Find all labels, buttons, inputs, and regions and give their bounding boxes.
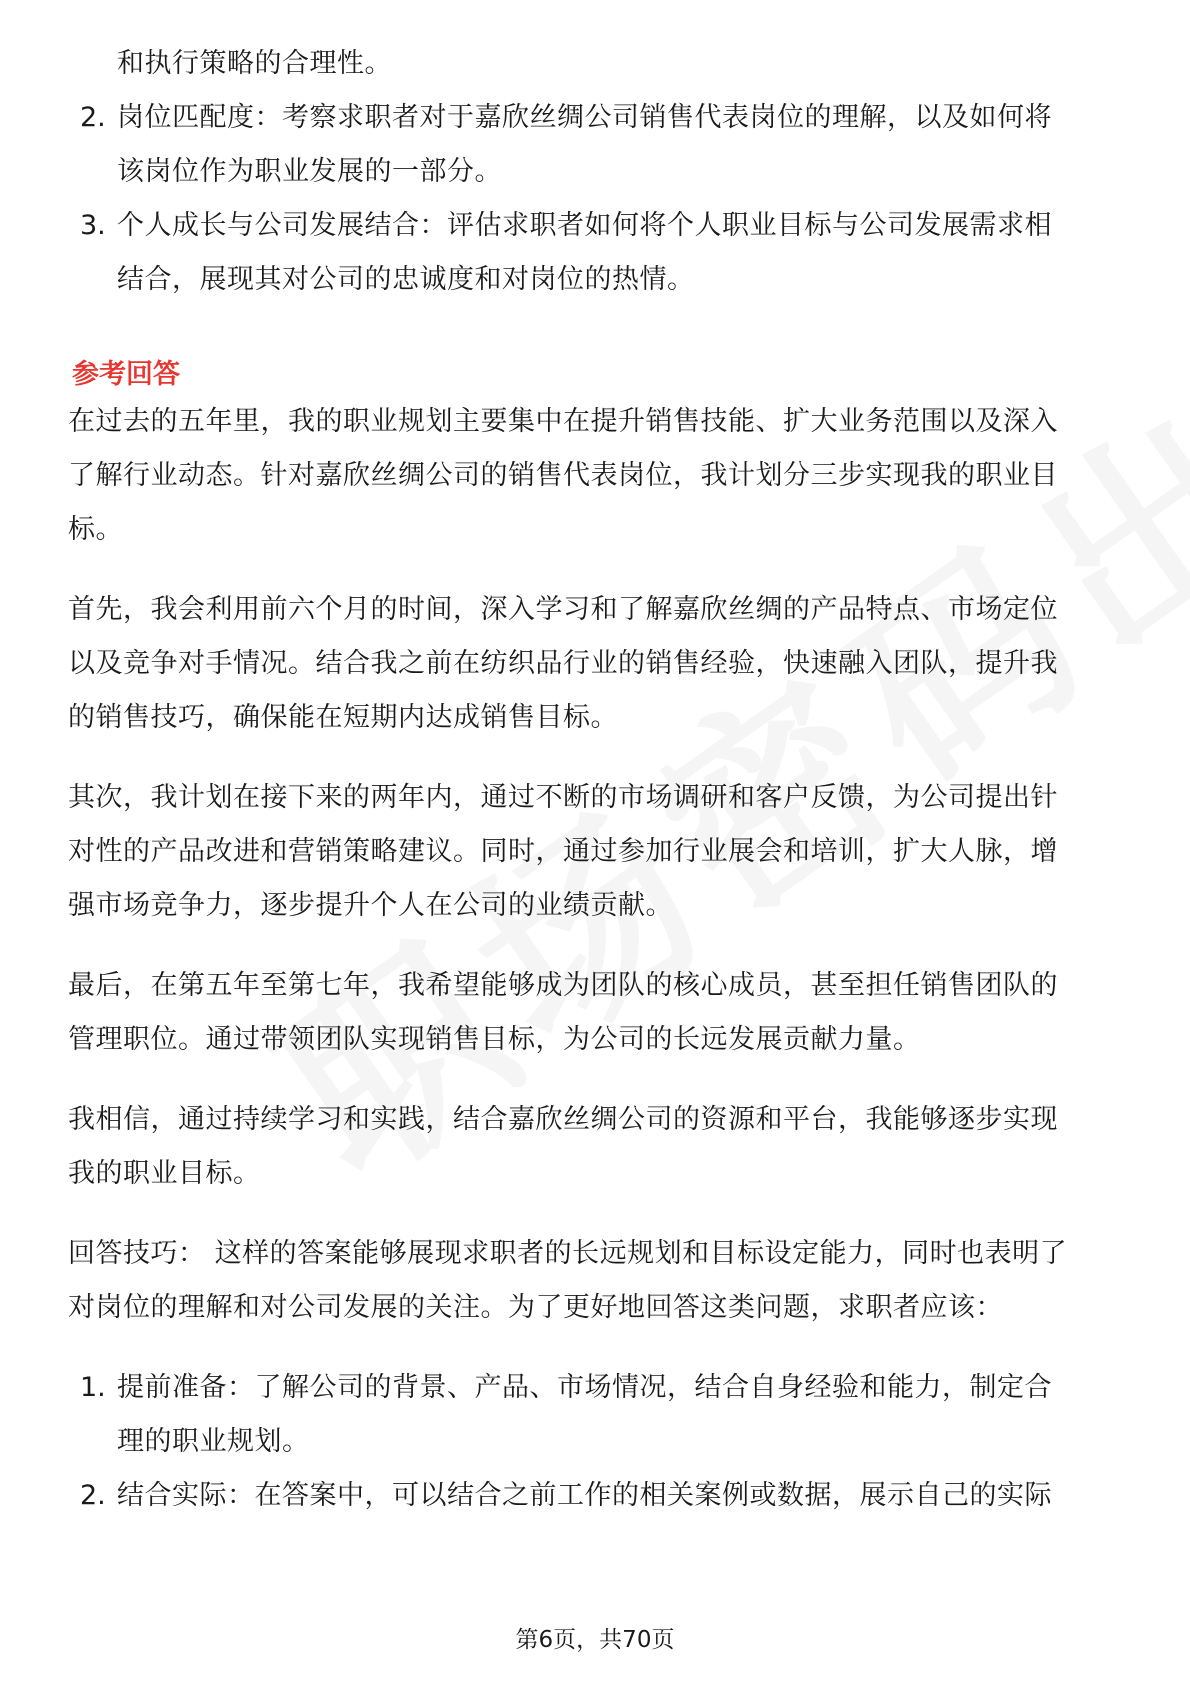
- paragraph-line: 的销售技巧，确保能在短期内达成销售目标。: [68, 702, 618, 733]
- paragraph-line: 最后，在第五年至第七年，我希望能够成为团队的核心成员，甚至担任销售团队的: [68, 970, 1058, 1001]
- paragraph-line: 了解行业动态。针对嘉欣丝绸公司的销售代表岗位，我计划分三步实现我的职业目: [68, 460, 1058, 491]
- list-item-text: 理的职业规划。: [117, 1426, 310, 1457]
- list-item-text: 结合实际：在答案中，可以结合之前工作的相关案例或数据，展示自己的实际: [117, 1480, 1052, 1511]
- paragraph-line: 我的职业目标。: [68, 1158, 261, 1189]
- list-item-text: 该岗位作为职业发展的一部分。: [117, 156, 502, 187]
- paragraph-line: 标。: [68, 514, 123, 545]
- list-number: 2.: [80, 1480, 106, 1511]
- list-item-text: 个人成长与公司发展结合：评估求职者如何将个人职业目标与公司发展需求相: [117, 210, 1052, 241]
- list-item-text: 提前准备：了解公司的背景、产品、市场情况，结合自身经验和能力，制定合: [117, 1372, 1052, 1403]
- list-number: 3.: [80, 210, 106, 241]
- paragraph-line: 在过去的五年里，我的职业规划主要集中在提升销售技能、扩大业务范围以及深入: [68, 406, 1058, 437]
- paragraph-line: 其次，我计划在接下来的两年内，通过不断的市场调研和客户反馈，为公司提出针: [68, 782, 1058, 813]
- list-number: 1.: [80, 1372, 106, 1403]
- paragraph-line: 首先，我会利用前六个月的时间，深入学习和了解嘉欣丝绸的产品特点、市场定位: [68, 594, 1058, 625]
- paragraph-line: 回答技巧： 这样的答案能够展现求职者的长远规划和目标设定能力，同时也表明了: [68, 1238, 1068, 1269]
- paragraph-line: 管理职位。通过带领团队实现销售目标，为公司的长远发展贡献力量。: [68, 1024, 921, 1055]
- list-number: 2.: [80, 102, 106, 133]
- section-heading: 参考回答: [72, 359, 180, 390]
- paragraph-line: 对岗位的理解和对公司发展的关注。为了更好地回答这类问题，求职者应该：: [68, 1292, 1003, 1323]
- paragraph-line: 对性的产品改进和营销策略建议。同时，通过参加行业展会和培训，扩大人脉，增: [68, 836, 1058, 867]
- list-item-text: 岗位匹配度：考察求职者对于嘉欣丝绸公司销售代表岗位的理解，以及如何将: [117, 102, 1052, 133]
- paragraph-line: 我相信，通过持续学习和实践，结合嘉欣丝绸公司的资源和平台，我能够逐步实现: [68, 1104, 1058, 1135]
- page-number: 第6页，共70页: [515, 1627, 675, 1653]
- paragraph-line: 强市场竞争力，逐步提升个人在公司的业绩贡献。: [68, 890, 673, 921]
- paragraph-line: 以及竞争对手情况。结合我之前在纺织品行业的销售经验，快速融入团队，提升我: [68, 648, 1058, 679]
- list-item-text: 结合，展现其对公司的忠诚度和对岗位的热情。: [117, 264, 695, 295]
- list-item-continuation: 和执行策略的合理性。: [117, 48, 392, 79]
